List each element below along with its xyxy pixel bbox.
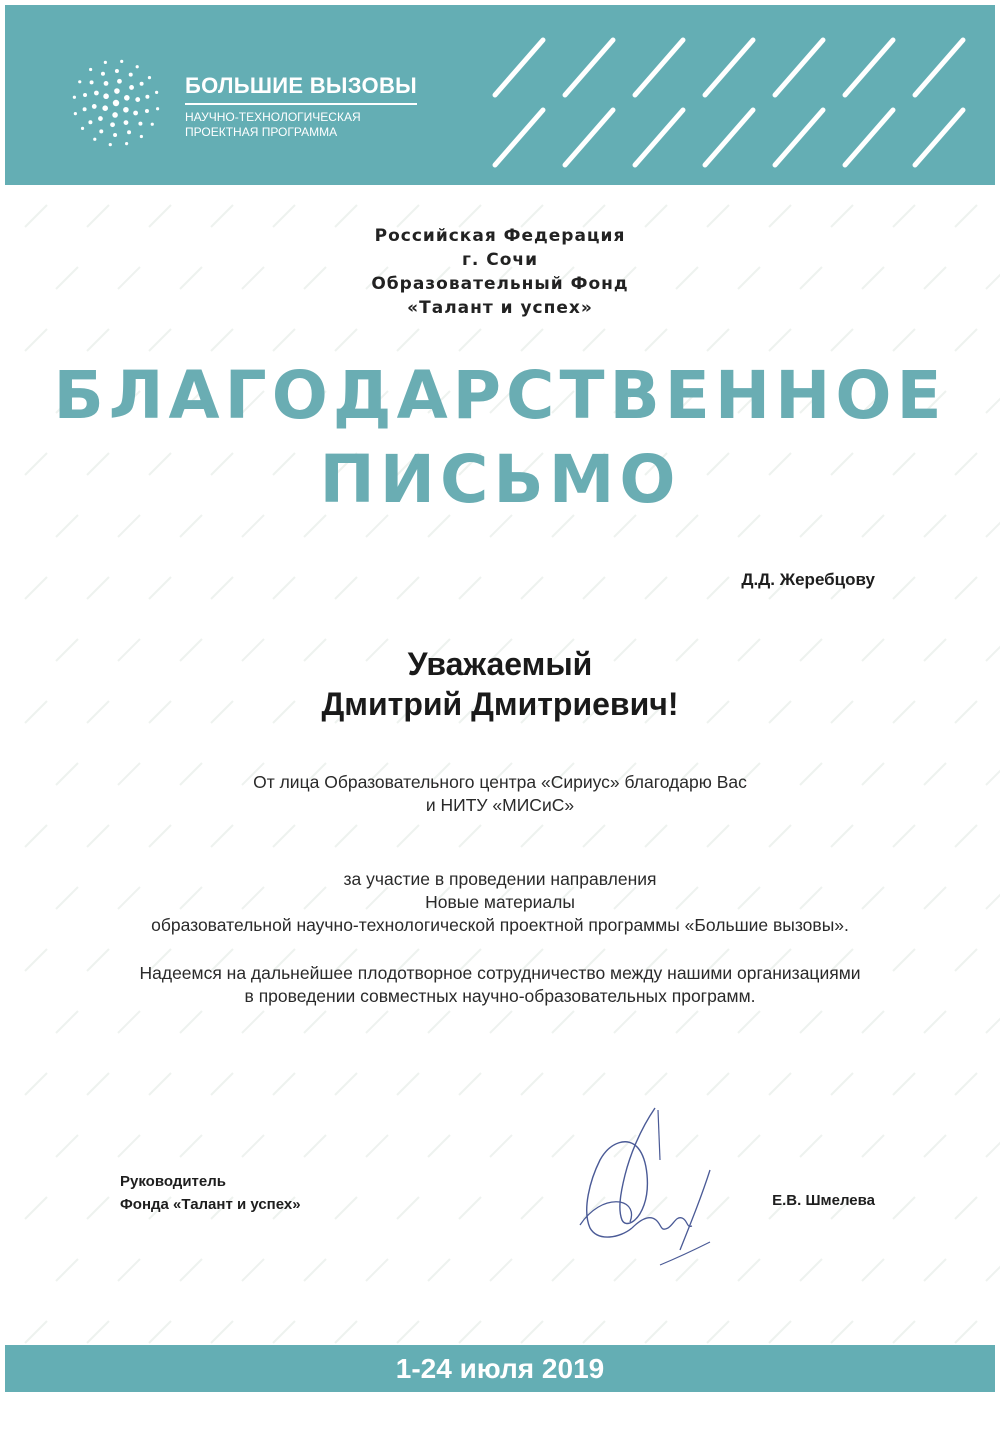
paragraph-cooperation bbox=[40, 962, 960, 1008]
handwritten-signature bbox=[560, 1100, 730, 1280]
hatch-mark bbox=[769, 329, 791, 351]
hatch-mark bbox=[397, 1321, 419, 1343]
hatch-mark bbox=[149, 1321, 171, 1343]
hatch-mark bbox=[521, 1197, 543, 1219]
hatch-mark bbox=[335, 825, 357, 847]
logo-dot bbox=[88, 120, 92, 124]
hatch-mark bbox=[831, 329, 853, 351]
footer-band bbox=[5, 1345, 995, 1392]
logo-dot bbox=[156, 107, 159, 110]
slash-mark bbox=[495, 40, 543, 95]
signer-role bbox=[120, 1170, 301, 1216]
issuer-line: Образовательный Фонд bbox=[371, 274, 629, 294]
hatch-mark bbox=[273, 577, 295, 599]
logo-dot bbox=[113, 133, 117, 137]
recipient-name: Д.Д. Жеребцову bbox=[741, 570, 875, 589]
hatch-mark bbox=[521, 329, 543, 351]
logo-dot bbox=[83, 93, 87, 97]
hatch-mark bbox=[87, 1073, 109, 1095]
paragraph-thanks bbox=[40, 771, 960, 817]
logo-dot bbox=[136, 65, 139, 68]
slash-mark bbox=[565, 40, 613, 95]
logo-dot bbox=[83, 107, 87, 111]
hatch-mark bbox=[893, 1073, 915, 1095]
hatch-mark bbox=[707, 329, 729, 351]
hatch-mark bbox=[552, 1011, 574, 1033]
hatch-mark bbox=[955, 577, 977, 599]
logo-dot bbox=[109, 143, 112, 146]
hatch-mark bbox=[459, 1197, 481, 1219]
hatch-mark bbox=[986, 1135, 1000, 1157]
paragraph-line: Новые материалы bbox=[425, 892, 575, 912]
logo-dot bbox=[135, 97, 140, 102]
hatch-mark bbox=[366, 1135, 388, 1157]
hatch-mark bbox=[924, 1011, 946, 1033]
hatch-mark bbox=[335, 577, 357, 599]
issuer-block bbox=[0, 224, 1000, 320]
hatch-mark bbox=[893, 577, 915, 599]
hatch-mark bbox=[645, 1073, 667, 1095]
hatch-mark bbox=[87, 1197, 109, 1219]
logo-dot bbox=[74, 112, 77, 115]
hatch-mark bbox=[304, 1259, 326, 1281]
hatch-mark bbox=[149, 577, 171, 599]
hatch-mark bbox=[459, 577, 481, 599]
hatch-mark bbox=[490, 1135, 512, 1157]
hatch-mark bbox=[955, 1321, 977, 1343]
signer-role-line: Фонда «Талант и успех» bbox=[120, 1196, 301, 1213]
hatch-mark bbox=[707, 1073, 729, 1095]
paragraph-line: Надеемся на дальнейшее плодотворное сотрудничество между нашими организациями bbox=[139, 963, 861, 983]
logo-dot bbox=[148, 76, 151, 79]
hatch-mark bbox=[924, 1135, 946, 1157]
logo-dot bbox=[92, 104, 97, 109]
hatch-mark bbox=[149, 825, 171, 847]
hatch-mark bbox=[521, 1073, 543, 1095]
issuer-line: «Талант и успех» bbox=[407, 298, 593, 318]
hatch-mark bbox=[769, 1073, 791, 1095]
logo-dot bbox=[89, 68, 92, 71]
hatch-mark bbox=[211, 1073, 233, 1095]
hatch-mark bbox=[211, 825, 233, 847]
hatch-mark bbox=[893, 1321, 915, 1343]
hatch-mark bbox=[490, 1259, 512, 1281]
hatch-mark bbox=[986, 1259, 1000, 1281]
logo-dot bbox=[129, 73, 133, 77]
slash-mark bbox=[705, 40, 753, 95]
hatch-mark bbox=[273, 825, 295, 847]
logo-dot bbox=[113, 100, 119, 106]
slash-mark bbox=[635, 110, 683, 165]
slash-mark bbox=[495, 110, 543, 165]
brand-subtitle-line: НАУЧНО-ТЕХНОЛОГИЧЕСКАЯ bbox=[185, 110, 361, 124]
hatch-mark bbox=[335, 1073, 357, 1095]
hatch-mark bbox=[211, 577, 233, 599]
hatch-mark bbox=[87, 577, 109, 599]
logo-dot bbox=[104, 61, 107, 64]
paragraph-line: образовательной научно-технологической проектной программы «Большие вызовы». bbox=[151, 915, 849, 935]
hatch-mark bbox=[56, 1259, 78, 1281]
hatch-mark bbox=[955, 1073, 977, 1095]
document-title-line-2: ПИСЬМО bbox=[319, 441, 681, 518]
slash-mark bbox=[845, 110, 893, 165]
logo-dot bbox=[129, 85, 134, 90]
hatch-mark bbox=[304, 1135, 326, 1157]
slash-mark bbox=[705, 110, 753, 165]
hatch-mark bbox=[25, 577, 47, 599]
hatch-mark bbox=[211, 1321, 233, 1343]
hatch-mark bbox=[118, 1135, 140, 1157]
hatch-mark bbox=[924, 1259, 946, 1281]
logo-dot bbox=[140, 135, 143, 138]
hatch-mark bbox=[521, 1321, 543, 1343]
hatch-mark bbox=[397, 329, 419, 351]
hatch-mark bbox=[366, 1011, 388, 1033]
paragraph-line: и НИТУ «МИСиС» bbox=[425, 795, 575, 815]
greeting-line: Дмитрий Дмитриевич! bbox=[321, 686, 679, 722]
logo-dot bbox=[110, 122, 115, 127]
paragraph-line: в проведении совместных научно-образовательных программ. bbox=[244, 986, 756, 1006]
hatch-mark bbox=[273, 329, 295, 351]
logo-dot bbox=[151, 123, 154, 126]
hatch-mark bbox=[893, 825, 915, 847]
hatch-mark bbox=[459, 329, 481, 351]
hatch-mark bbox=[397, 1073, 419, 1095]
hatch-mark bbox=[459, 1073, 481, 1095]
logo-dot bbox=[145, 109, 149, 113]
greeting-line: Уважаемый bbox=[407, 646, 593, 682]
hatch-mark bbox=[180, 1259, 202, 1281]
hatch-mark bbox=[862, 1135, 884, 1157]
logo-dot bbox=[124, 95, 130, 101]
header-band bbox=[5, 5, 995, 185]
hatch-mark bbox=[738, 1259, 760, 1281]
hatch-mark bbox=[831, 825, 853, 847]
hatch-mark bbox=[428, 1135, 450, 1157]
signer-role-line: Руководитель bbox=[120, 1173, 226, 1190]
slash-mark bbox=[845, 40, 893, 95]
hatch-mark bbox=[583, 1073, 605, 1095]
hatch-mark bbox=[769, 825, 791, 847]
hatch-mark bbox=[521, 577, 543, 599]
hatch-mark bbox=[459, 825, 481, 847]
slash-mark bbox=[915, 110, 963, 165]
issuer-line: Российская Федерация bbox=[374, 226, 626, 246]
hatch-mark bbox=[56, 1011, 78, 1033]
logo-dot bbox=[114, 88, 120, 94]
logo-dot bbox=[78, 80, 81, 83]
logo-dot bbox=[120, 60, 123, 63]
event-dates: 1-24 июля 2019 bbox=[395, 1353, 605, 1384]
slash-mark bbox=[635, 40, 683, 95]
hatch-mark bbox=[707, 1321, 729, 1343]
hatch-mark bbox=[149, 1073, 171, 1095]
hatch-mark bbox=[738, 1135, 760, 1157]
hatch-mark bbox=[645, 329, 667, 351]
logo-dot bbox=[101, 72, 105, 76]
hatch-mark bbox=[25, 1197, 47, 1219]
hatch-mark bbox=[397, 825, 419, 847]
logo-dot bbox=[90, 80, 94, 84]
logo-dot bbox=[125, 142, 128, 145]
hatch-mark bbox=[273, 1321, 295, 1343]
hatch-mark bbox=[56, 1135, 78, 1157]
logo-dot bbox=[112, 112, 118, 118]
hatch-mark bbox=[490, 1011, 512, 1033]
logo-dot bbox=[94, 91, 99, 96]
hatch-mark bbox=[180, 1135, 202, 1157]
logo-dot bbox=[104, 81, 109, 86]
logo-dot bbox=[98, 116, 103, 121]
paragraph-participation bbox=[40, 868, 960, 937]
hatch-mark bbox=[242, 1259, 264, 1281]
document-title-line-1: БЛАГОДАРСТВЕННОЕ bbox=[53, 357, 947, 434]
logo-dot bbox=[102, 105, 108, 111]
logo-dot bbox=[73, 96, 76, 99]
logo-dot bbox=[93, 138, 96, 141]
hatch-mark bbox=[273, 1073, 295, 1095]
hatch-mark bbox=[118, 1259, 140, 1281]
logo-dot bbox=[145, 95, 149, 99]
hatch-mark bbox=[242, 1011, 264, 1033]
signer-name: Е.В. Шмелева bbox=[772, 1192, 875, 1209]
hatch-mark bbox=[304, 1011, 326, 1033]
hatch-mark bbox=[335, 329, 357, 351]
hatch-mark bbox=[831, 1073, 853, 1095]
hatch-mark bbox=[955, 329, 977, 351]
logo-dot bbox=[117, 79, 122, 84]
hatch-mark bbox=[986, 1011, 1000, 1033]
hatch-mark bbox=[800, 1011, 822, 1033]
brand-subtitle bbox=[185, 110, 361, 140]
hatch-mark bbox=[521, 825, 543, 847]
hatch-mark bbox=[800, 1259, 822, 1281]
logo-dot bbox=[81, 127, 84, 130]
hatch-mark bbox=[583, 329, 605, 351]
slash-mark bbox=[775, 40, 823, 95]
logo-dot bbox=[140, 82, 144, 86]
hatch-mark bbox=[87, 825, 109, 847]
hatch-mark bbox=[800, 1135, 822, 1157]
hatch-mark bbox=[986, 887, 1000, 909]
hatch-mark bbox=[87, 1321, 109, 1343]
hatch-mark bbox=[25, 1321, 47, 1343]
hatch-mark bbox=[242, 1135, 264, 1157]
hatch-mark bbox=[831, 1321, 853, 1343]
hatch-mark bbox=[87, 329, 109, 351]
hatch-mark bbox=[645, 825, 667, 847]
logo-dot bbox=[155, 91, 158, 94]
hatch-mark bbox=[862, 1259, 884, 1281]
hatch-mark bbox=[893, 329, 915, 351]
hatch-mark bbox=[211, 329, 233, 351]
hatch-mark bbox=[583, 825, 605, 847]
hatch-mark bbox=[335, 1321, 357, 1343]
hatch-mark bbox=[955, 825, 977, 847]
slash-mark bbox=[565, 110, 613, 165]
paragraph-line: От лица Образовательного центра «Сириус» благодарю Вас bbox=[253, 772, 747, 792]
logo-dot bbox=[127, 130, 131, 134]
logo-dot bbox=[124, 120, 129, 125]
hatch-mark bbox=[862, 1011, 884, 1033]
hatch-mark bbox=[25, 1073, 47, 1095]
hatch-mark bbox=[583, 1321, 605, 1343]
hatch-mark bbox=[118, 1011, 140, 1033]
hatch-mark bbox=[366, 1259, 388, 1281]
slash-mark bbox=[915, 40, 963, 95]
logo-dot bbox=[99, 129, 103, 133]
hatch-mark bbox=[149, 329, 171, 351]
greeting bbox=[0, 644, 1000, 724]
hatch-mark bbox=[428, 1259, 450, 1281]
slash-mark bbox=[775, 110, 823, 165]
logo-dot bbox=[115, 69, 119, 73]
hatch-mark bbox=[397, 1197, 419, 1219]
dots-logo-icon bbox=[70, 57, 162, 149]
brand-title: БОЛЬШИЕ ВЫЗОВЫ bbox=[185, 73, 417, 105]
hatch-mark bbox=[428, 1011, 450, 1033]
hatch-mark bbox=[738, 1011, 760, 1033]
hatch-mark bbox=[459, 1321, 481, 1343]
hatch-mark bbox=[769, 1321, 791, 1343]
hatch-mark bbox=[614, 1011, 636, 1033]
hatch-mark bbox=[986, 763, 1000, 785]
hatch-mark bbox=[893, 1197, 915, 1219]
hatch-mark bbox=[955, 1197, 977, 1219]
paragraph-line: за участие в проведении направления bbox=[343, 869, 657, 889]
brand-subtitle-line: ПРОЕКТНАЯ ПРОГРАММА bbox=[185, 125, 338, 139]
logo-dot bbox=[103, 93, 109, 99]
hatch-mark bbox=[25, 329, 47, 351]
slash-pattern-decoration bbox=[475, 25, 995, 175]
hatch-mark bbox=[180, 1011, 202, 1033]
hatch-mark bbox=[676, 1011, 698, 1033]
hatch-mark bbox=[707, 825, 729, 847]
hatch-mark bbox=[645, 1321, 667, 1343]
logo-dot bbox=[138, 122, 142, 126]
hatch-mark bbox=[25, 825, 47, 847]
hatch-mark bbox=[397, 577, 419, 599]
hatch-mark bbox=[335, 1197, 357, 1219]
logo-dot bbox=[123, 107, 129, 113]
logo-dot bbox=[133, 111, 138, 116]
issuer-line: г. Сочи bbox=[462, 250, 538, 270]
